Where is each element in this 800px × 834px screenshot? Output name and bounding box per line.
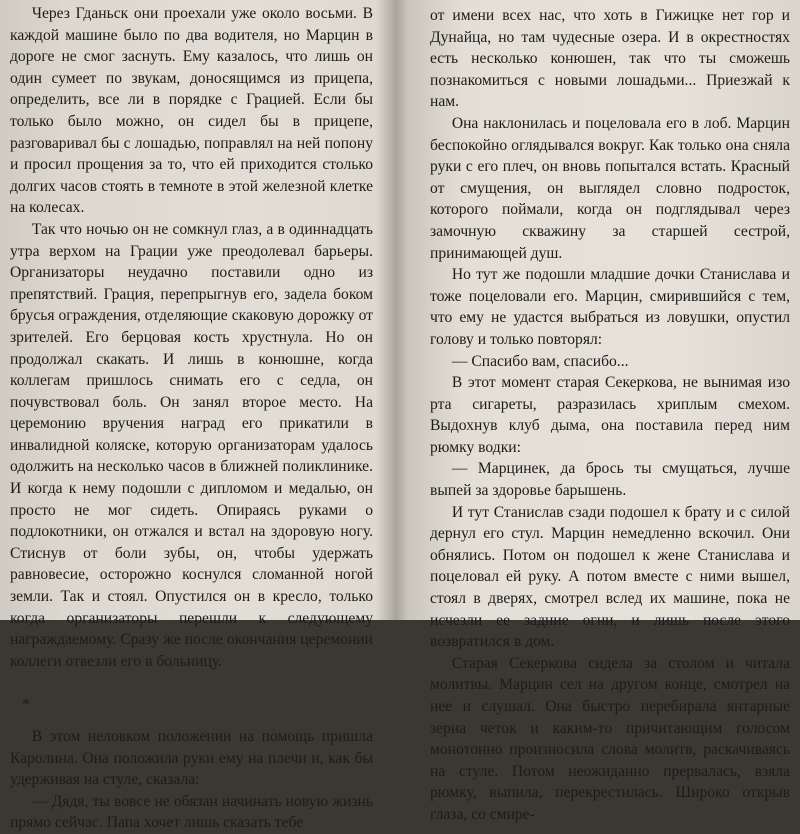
right-paragraph-4: — Спасибо вам, спасибо... (451, 352, 629, 370)
left-paragraph-2: Так что ночью он не сомкнул глаз, а в одиннадцать утра верхом на Грации уже преодолевал барьеры. Организаторы неудачно поставили одно из препятствий. Грация, перепрыгнув его, задела боком брусья ограждения, отделяющие скаковую дорожку от зрителей. Его берцовая кость хрустнула. Но он продолжал скакать. И лишь в конюшне, когда коллегам пришлось снимать его с седла, он почувствовал боль. Он занял второе место. На церемонию вручения наград его прикатили в инвалидной коляске, которую организаторам удалось одолжить на несколько часов в ближней поликлинике. И когда к нему подошли с дипломом и медалью, он просто не мог сидеть. Опираясь руками о подлокотники, он отжался и встал на здоровую ногу. Стиснув от боли зубы, он, чтобы удержать равновесие, осторожно коснулся сломанной ногой земли. Так и стоял. Опустился он в кресло, только когда организаторы перешли к следующему награждаемому. Сразу же после окончания церемонии коллеги отвезли его в больницу. (10, 220, 373, 670)
right-paragraph-5: В этот момент старая Секеркова, не вынимая изо рта сигареты, разразилась хриплым смехом. Выдохнув клуб дыма, она поставила перед ним рюмку водки: (430, 374, 790, 456)
section-separator: * (22, 696, 30, 714)
right-page (430, 0, 790, 823)
right-paragraph-1: от имени всех нас, что хоть в Гижицке нет гор и Дунайца, но там чудесные озера. И в окрестностях есть несколько конюшен, так что ты сможешь познакомиться с новыми лошадьми... Приезжай к нам. (430, 7, 790, 111)
left-page (10, 0, 373, 832)
right-paragraph-7: И тут Станислав сзади подошел к брату и с силой дернул его стул. Марцин немедленно вскочил. Они обнялись. Потом он подошел к жене Станислава и поцеловал ей руку. А потом вместе с ними вышел, стоял в дверях, смотрел вслед их машине, пока не исчезли ее задние огни, и лишь после этого возвратился в дом. (430, 503, 790, 651)
left-paragraph-3: В этом неловком положении на помощь пришла Каролина. Она положила руки ему на плечи и, как бы удерживая на стуле, сказала: (10, 728, 373, 789)
left-paragraph-1: Через Гданьск они проехали уже около восьми. В каждой машине было по два водителя, но Марцин в дороге не смог заснуть. Ему казалось, что лишь он один сумеет по звукам, доносящимся из прицепа, определить, все ли в порядке с Грацией. Если бы только было можно, он сидел бы в прицепе, разговаривал бы с лошадью, поправлял на ней попону и просил прощения за то, что ей приходится столько долгих часов стоять в темноте в этой железной клетке на колесах. (10, 5, 373, 217)
left-paragraph-4: — Дядя, ты вовсе не обязан начинать новую жизнь прямо сейчас. Папа хочет лишь сказать тебе (10, 792, 373, 832)
right-paragraph-3: Но тут же подошли младшие дочки Станислава и тоже поцеловали его. Марцин, смирившийся с тем, что ему не удастся выбраться из ловушки, опустил голову и только повторял: (430, 266, 790, 348)
section-gap (10, 672, 373, 690)
right-paragraph-6: — Марцинек, да брось ты смущаться, лучше выпей за здоровье барышень. (430, 460, 790, 500)
right-paragraph-2: Она наклонилась и поцеловала его в лоб. Марцин беспокойно оглядывался вокруг. Как только она сняла руки с его плеч, он вновь попытался встать. Красный от смущения, он выглядел словно подросток, которого поймали, когда он подглядывал через замочную скважину за старшей сестрой, принимающей душ. (430, 114, 790, 262)
right-paragraph-8: Старая Секеркова сидела за столом и читала молитвы. Марцин сел на другом конце, смотрел на нее и слушал. Она быстро перебирала янтарные зерна четок и каким-то причитающим голосом монотонно произносила слова молитв, раскачиваясь на стуле. Потом неожиданно прервалась, взяла рюмку, выпила, перекрестилась. Широко открыв глаза, со смире- (430, 654, 790, 823)
